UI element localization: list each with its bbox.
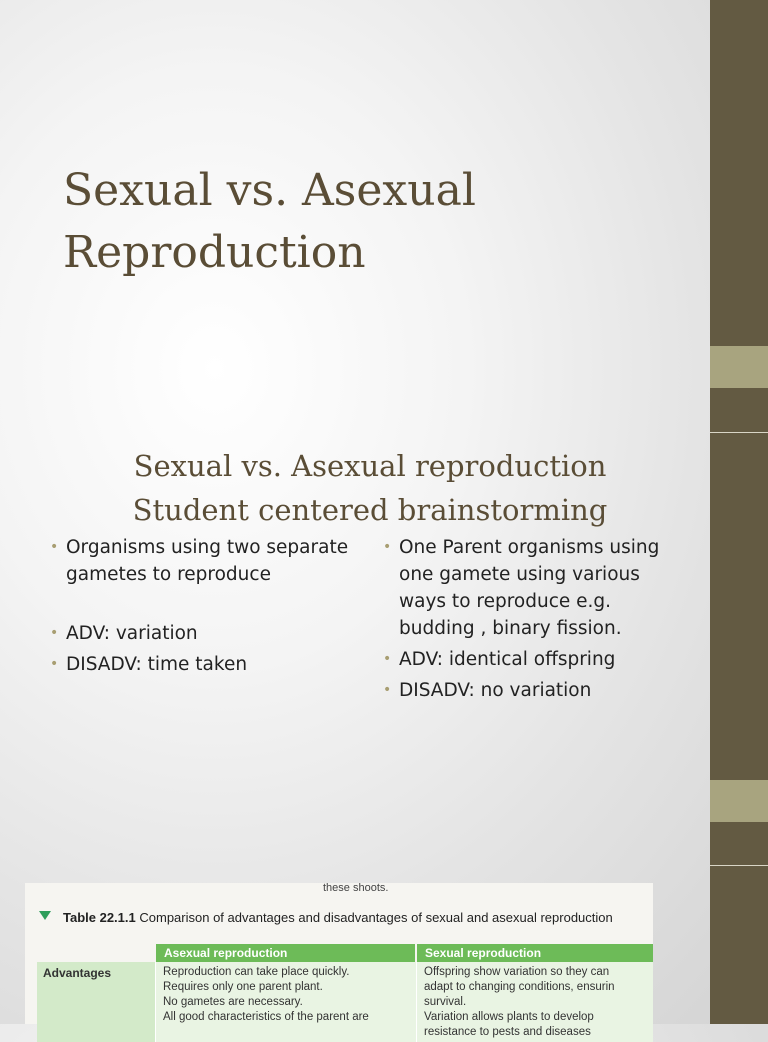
table-caption-label: Table 22.1.1 bbox=[63, 910, 136, 925]
bullet-dot-icon: • bbox=[50, 625, 59, 641]
table-cell-line: No gametes are necessary. bbox=[163, 996, 303, 1008]
slide-title-line-1: Sexual vs. Asexual bbox=[63, 165, 476, 216]
table-caption-text: Comparison of advantages and disadvantages of sexual and asexual reproduction bbox=[139, 910, 613, 925]
table-cell-line: Offspring show variation so they can bbox=[424, 966, 610, 978]
bullet-dot-icon: • bbox=[383, 651, 392, 667]
table-header-asexual: Asexual reproduction bbox=[156, 944, 415, 962]
bullet-text: DISADV: time taken bbox=[66, 654, 248, 675]
table-cell-line: survival. bbox=[424, 996, 467, 1008]
bullet-dot-icon: • bbox=[50, 539, 59, 555]
table-cell-line: All good characteristics of the parent are bbox=[163, 1011, 369, 1023]
list-item bbox=[50, 534, 350, 588]
bullet-text: ADV: identical offspring bbox=[399, 649, 616, 670]
table-cell-sexual bbox=[416, 962, 653, 1042]
bullet-text: ADV: variation bbox=[66, 623, 198, 644]
table-row-label: Advantages bbox=[37, 962, 155, 1042]
slide-title bbox=[63, 160, 683, 284]
table-header-sexual: Sexual reproduction bbox=[417, 944, 653, 962]
table-cell-line: Requires only one parent plant. bbox=[163, 981, 323, 993]
table-cell-line: adapt to changing conditions, ensurin bbox=[424, 981, 615, 993]
bullet-dot-icon: • bbox=[383, 539, 392, 555]
table-cell-line: resistance to pests and diseases bbox=[424, 1026, 591, 1038]
sexual-bullet-list bbox=[50, 534, 350, 682]
decorative-sidebar bbox=[710, 0, 768, 1024]
sidebar-band-bottom bbox=[710, 780, 768, 822]
sidebar-divider-top bbox=[710, 432, 768, 433]
asexual-bullet-list bbox=[383, 534, 683, 708]
table-cell-line: Reproduction can take place quickly. bbox=[163, 966, 350, 978]
sidebar-divider-bottom bbox=[710, 865, 768, 866]
bullet-text: DISADV: no variation bbox=[399, 680, 592, 701]
table-cell-line: Variation allows plants to develop bbox=[424, 1011, 594, 1023]
table-cell-asexual bbox=[155, 962, 416, 1042]
list-item bbox=[383, 677, 683, 704]
subtitle-line-2: Student centered brainstorming bbox=[132, 493, 608, 527]
list-item bbox=[50, 651, 350, 678]
bullet-dot-icon: • bbox=[50, 656, 59, 672]
comparison-table-image bbox=[25, 882, 653, 1038]
slide-subtitle bbox=[40, 444, 700, 532]
bullet-text: Organisms using two separate gametes to reproduce bbox=[66, 537, 349, 585]
table-top-text: these shoots. bbox=[323, 882, 389, 894]
triangle-marker-icon bbox=[39, 911, 51, 920]
bullet-text: One Parent organisms using one gamete using various ways to reproduce e.g. budding , binary fission. bbox=[399, 537, 660, 639]
sidebar-band-top bbox=[710, 346, 768, 388]
list-item bbox=[383, 534, 683, 642]
slide-title-line-2: Reproduction bbox=[63, 227, 366, 278]
bullet-dot-icon: • bbox=[383, 682, 392, 698]
list-item bbox=[50, 620, 350, 647]
table-caption bbox=[63, 910, 653, 925]
comparison-table bbox=[37, 944, 653, 1038]
list-item bbox=[383, 646, 683, 673]
subtitle-line-1: Sexual vs. Asexual reproduction bbox=[133, 449, 607, 483]
